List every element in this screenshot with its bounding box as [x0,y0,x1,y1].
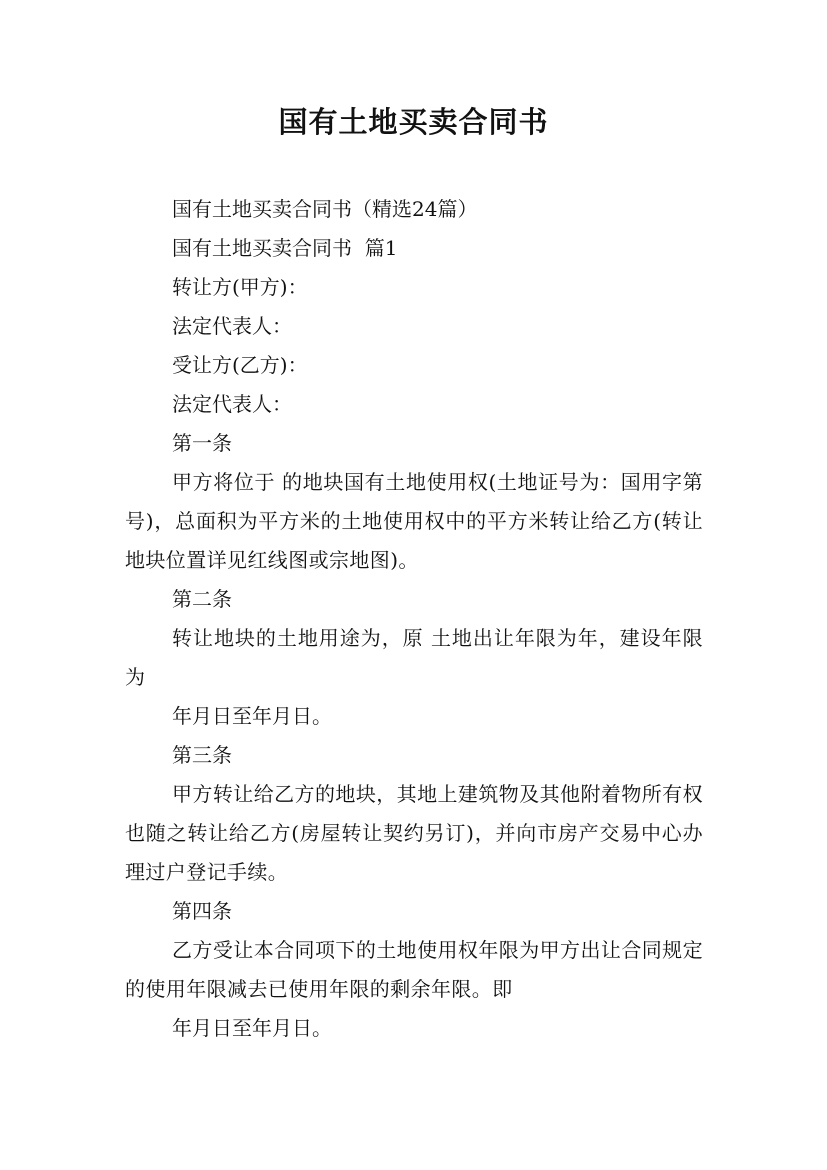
article-4-heading: 第四条 [172,899,232,923]
article-2-dates: 年月日至年月日。 [172,704,332,728]
article-1-text: 甲方将位于 的地块国有土地使用权(土地证号为：国用字第号)，总面积为平方米的土地使用权中的平方米转让给乙方(转让地块位置详见红线图或宗地图)。 [125,470,703,572]
transferee-line: 受让方(乙方)： [172,353,308,377]
document-subtitle: 国有土地买卖合同书（精选24篇） [172,197,478,221]
article-2-text: 转让地块的土地用途为，原 土地出让年限为年，建设年限为 [125,626,703,689]
article-2-heading: 第二条 [172,587,232,611]
article-1-heading: 第一条 [172,431,232,455]
article-4-text: 乙方受让本合同项下的土地使用权年限为甲方出让合同规定的使用年限减去已使用年限的剩余年限。即 [125,938,703,1001]
document-title: 国有土地买卖合同书 [278,105,549,139]
article-4-dates: 年月日至年月日。 [172,1016,332,1040]
article-3-text: 甲方转让给乙方的地块，其地上建筑物及其他附着物所有权也随之转让给乙方(房屋转让契约另订)，并向市房产交易中心办理过户登记手续。 [125,782,703,884]
legal-representative-line-2: 法定代表人： [172,392,292,416]
document-body [125,190,705,1048]
legal-representative-line-1: 法定代表人： [172,314,292,338]
article-3-heading: 第三条 [172,743,232,767]
transferor-line: 转让方(甲方)： [172,275,308,299]
section-heading: 国有土地买卖合同书 篇1 [172,236,398,260]
